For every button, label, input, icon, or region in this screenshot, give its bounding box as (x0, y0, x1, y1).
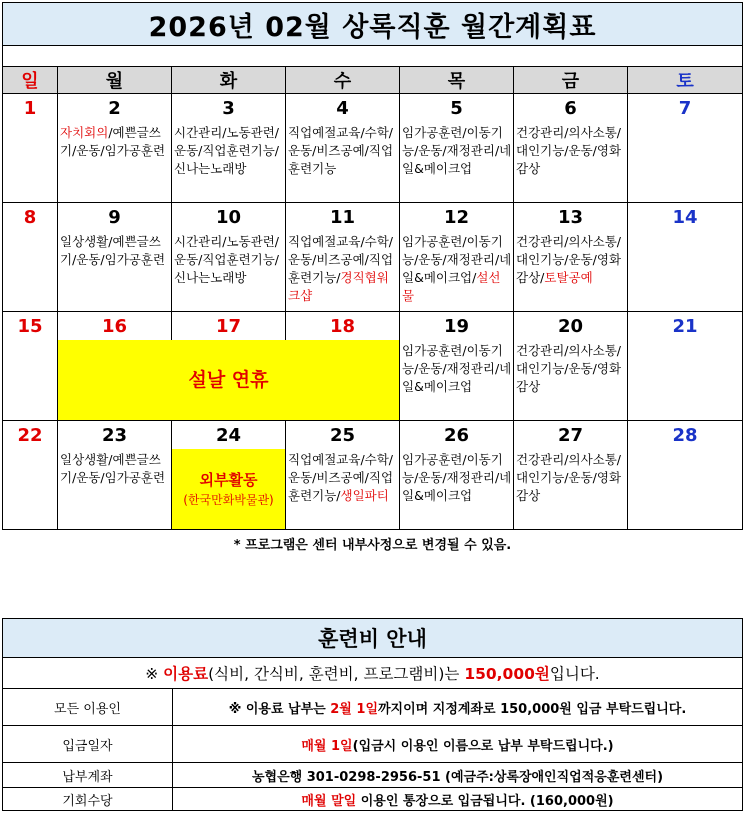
date-number: 3 (172, 94, 286, 123)
dow-fri: 금 (514, 67, 628, 94)
program-cell (58, 231, 172, 312)
fee-subtitle (3, 658, 743, 689)
program-cell (400, 122, 514, 203)
program-cell (628, 231, 743, 312)
date-row (3, 203, 743, 232)
program-cell (172, 231, 286, 312)
date-number: 9 (58, 203, 172, 232)
fee-row-label: 모든 이용인 (3, 689, 173, 726)
program-cell (3, 122, 58, 203)
program-cell (286, 231, 400, 312)
highlight-text: 생일파티 (340, 488, 389, 503)
program-text: 까지이며 지정계좌로 150,000원 입금 부탁드립니다. (378, 701, 687, 717)
program-cell (628, 122, 743, 203)
date-number: 13 (514, 203, 628, 232)
date-number: 7 (628, 94, 743, 123)
fee-row-label: 납부계좌 (3, 763, 173, 788)
fee-row (3, 763, 743, 788)
program-text: 시간관리/노동관련/운동/직업훈련기능/신나는노래방 (174, 234, 280, 285)
schedule-note: * 프로그램은 센터 내부사정으로 변경될 수 있음. (233, 538, 512, 553)
dow-tue: 화 (172, 67, 286, 94)
outing-title: 외부활동 (199, 471, 258, 489)
program-cell (400, 231, 514, 312)
date-number: 1 (3, 94, 58, 123)
program-text: 임가공훈련/이동기능/운동/재정관리/네일&메이크업/ (402, 234, 512, 285)
date-number: 20 (514, 312, 628, 341)
date-number: 19 (400, 312, 514, 341)
date-number: 8 (3, 203, 58, 232)
fee-row-label: 입금일자 (3, 726, 173, 763)
date-row (3, 94, 743, 123)
highlight-text: 경직협워크샵 (288, 270, 389, 303)
holiday-cell: 설날 연휴 (58, 340, 400, 421)
date-number: 26 (400, 421, 514, 450)
fee-row-value (173, 788, 743, 811)
date-number: 28 (628, 421, 743, 450)
content-row (3, 122, 743, 203)
page-title: 2026년 02월 상록직훈 월간계획표 (3, 3, 743, 46)
highlight-text: 토탈공예 (544, 270, 593, 285)
program-text: 직업예절교육/수학/운동/비즈공예/직업훈련기능 (288, 125, 394, 176)
program-text: 농협은행 301-0298-2956-51 (예금주:상록장애인직업적응훈련센터) (251, 769, 664, 785)
date-number: 18 (286, 312, 400, 341)
fee-row-value (173, 726, 743, 763)
program-cell (628, 449, 743, 530)
date-number: 15 (3, 312, 58, 341)
title-spacer (3, 46, 743, 67)
program-cell (514, 449, 628, 530)
program-cell (58, 122, 172, 203)
program-text: 임가공훈련/이동기능/운동/재정관리/네일&메이크업 (402, 343, 512, 394)
outing-place: (한국만화박물관) (183, 493, 274, 507)
date-number: 16 (58, 312, 172, 341)
program-cell (172, 122, 286, 203)
outing-cell (172, 449, 286, 530)
fee-subtitle-pre: ※ (145, 665, 164, 683)
program-cell (3, 340, 58, 421)
highlight-text: 매월 1일 (301, 738, 353, 754)
program-cell (514, 122, 628, 203)
program-text: 건강관리/의사소통/대인기능/운동/영화감상 (516, 125, 622, 176)
program-text: 임가공훈련/이동기능/운동/재정관리/네일&메이크업 (402, 125, 512, 176)
program-cell (3, 231, 58, 312)
fee-row (3, 689, 743, 726)
highlight-text: 자치회의 (60, 125, 109, 140)
date-number: 11 (286, 203, 400, 232)
fee-row (3, 788, 743, 811)
program-cell (400, 340, 514, 421)
fee-row-value (173, 763, 743, 788)
date-number: 23 (58, 421, 172, 450)
date-number: 2 (58, 94, 172, 123)
date-number: 10 (172, 203, 286, 232)
fee-row (3, 726, 743, 763)
fee-info-table (2, 618, 743, 811)
program-text: 건강관리/의사소통/대인기능/운동/영화감상 (516, 343, 622, 394)
program-cell (286, 122, 400, 203)
program-text: 임가공훈련/이동기능/운동/재정관리/네일&메이크업 (402, 452, 512, 503)
program-text: 이용인 통장으로 입금됩니다. (160,000원) (356, 793, 614, 809)
fee-row-label: 기회수당 (3, 788, 173, 811)
fee-subtitle-red2: 150,000원 (464, 665, 550, 683)
date-number: 17 (172, 312, 286, 341)
dow-wed: 수 (286, 67, 400, 94)
program-text: 직업예절교육/수학/운동/비즈공예/직업훈련기능/ (288, 452, 394, 503)
content-row (3, 340, 743, 421)
program-cell (514, 340, 628, 421)
highlight-text: 2월 1일 (330, 701, 378, 717)
date-number: 6 (514, 94, 628, 123)
date-row (3, 312, 743, 341)
fee-subtitle-post: 입니다. (549, 665, 600, 683)
date-row (3, 421, 743, 450)
program-cell (3, 449, 58, 530)
program-text: 직업예절교육/수학/운동/비즈공예/직업훈련기능/ (288, 234, 394, 285)
dow-sat: 토 (628, 67, 743, 94)
date-number: 22 (3, 421, 58, 450)
program-cell (286, 449, 400, 530)
program-text: /예쁜글쓰기/운동/임가공훈련 (60, 125, 166, 158)
date-number: 12 (400, 203, 514, 232)
program-text: 시간관리/노동관련/운동/직업훈련기능/신나는노래방 (174, 125, 280, 176)
date-number: 24 (172, 421, 286, 450)
dow-mon: 월 (58, 67, 172, 94)
program-cell (58, 449, 172, 530)
program-cell (400, 449, 514, 530)
fee-subtitle-mid: (식비, 간식비, 훈련비, 프로그램비)는 (208, 665, 465, 683)
program-text: 건강관리/의사소통/대인기능/운동/영화감상/ (516, 234, 622, 285)
day-of-week-row (3, 67, 743, 94)
highlight-text: 설선물 (402, 270, 501, 303)
date-number: 4 (286, 94, 400, 123)
date-number: 5 (400, 94, 514, 123)
program-text: 일상생활/예쁜글쓰기/운동/임가공훈련 (60, 234, 166, 267)
date-number: 21 (628, 312, 743, 341)
dow-sun: 일 (3, 67, 58, 94)
date-number: 27 (514, 421, 628, 450)
content-row (3, 449, 743, 530)
date-number: 25 (286, 421, 400, 450)
fee-title: 훈련비 안내 (3, 619, 743, 658)
dow-thu: 목 (400, 67, 514, 94)
monthly-calendar (2, 2, 743, 530)
fee-row-value (173, 689, 743, 726)
program-cell (628, 340, 743, 421)
content-row (3, 231, 743, 312)
highlight-text: 매월 말일 (301, 793, 357, 809)
program-text: ※ 이용료 납부는 (228, 701, 331, 717)
program-text: 일상생활/예쁜글쓰기/운동/임가공훈련 (60, 452, 166, 485)
program-cell (514, 231, 628, 312)
fee-subtitle-red1: 이용료 (163, 665, 209, 683)
date-number: 14 (628, 203, 743, 232)
program-text: (입금시 이용인 이름으로 납부 부탁드립니다.) (352, 738, 614, 754)
program-text: 건강관리/의사소통/대인기능/운동/영화감상 (516, 452, 622, 503)
